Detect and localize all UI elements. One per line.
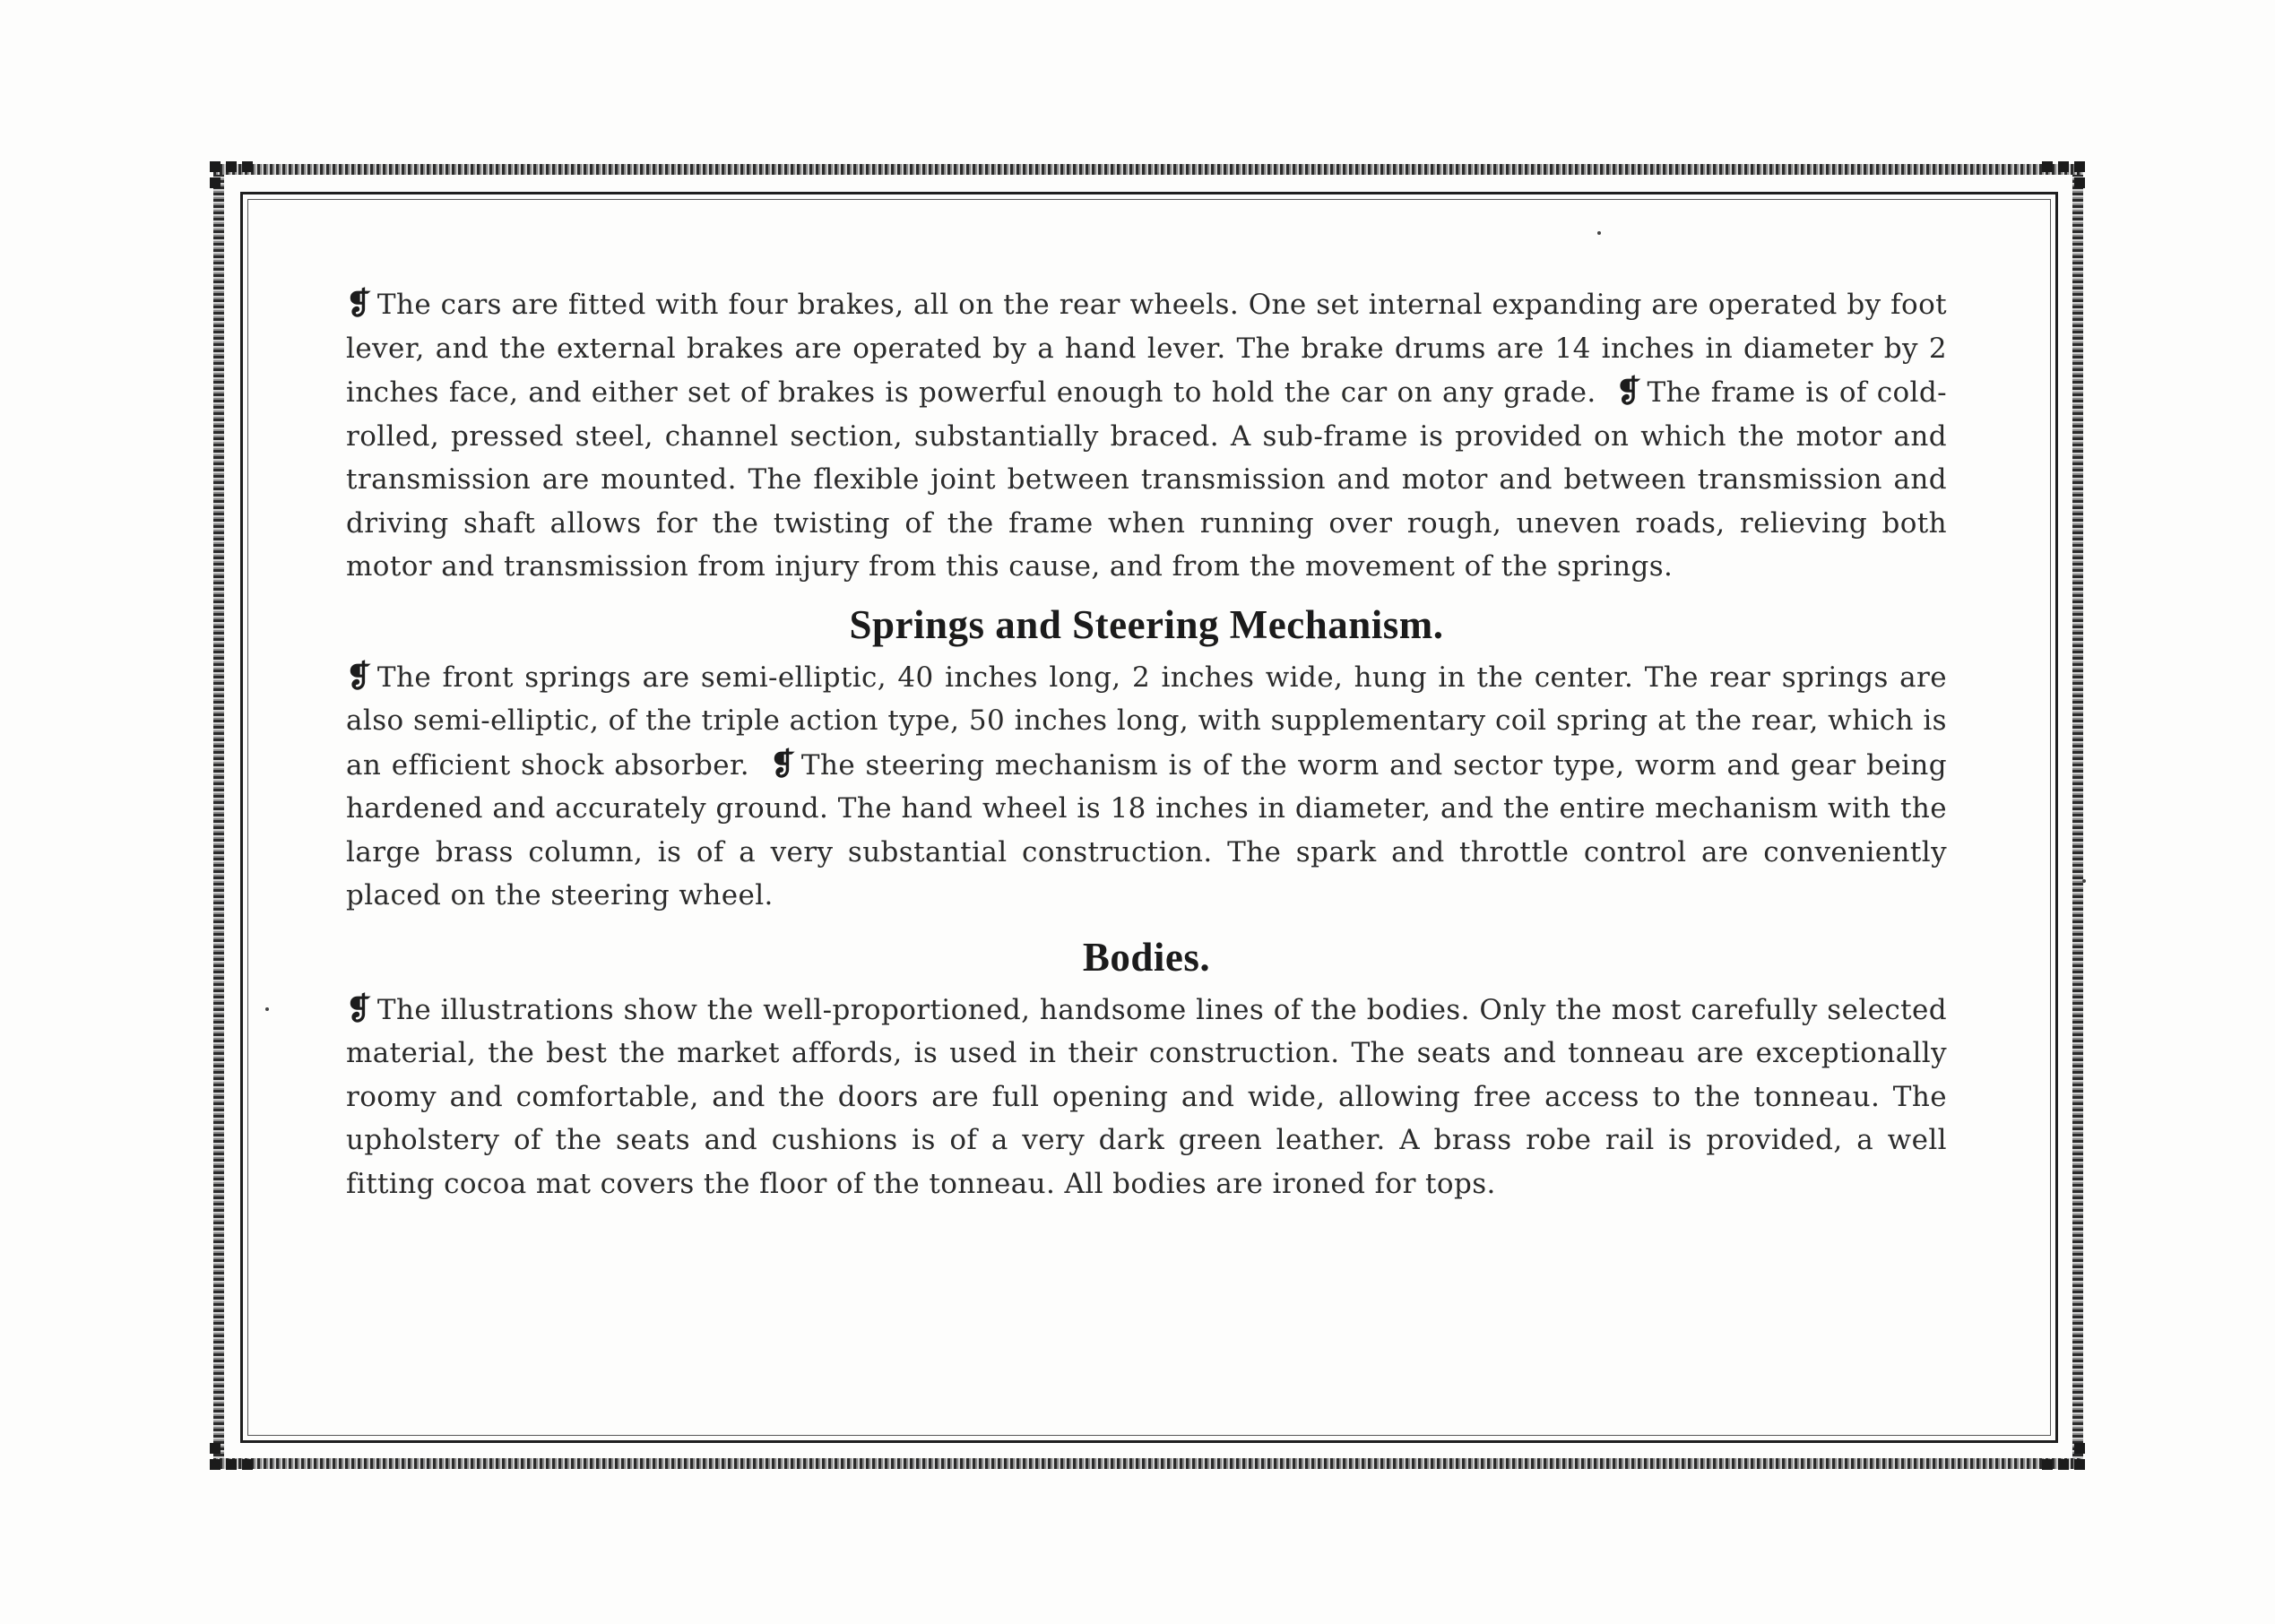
section-heading-springs: Springs and Steering Mechanism. — [849, 601, 1444, 647]
text-body — [346, 282, 1947, 1205]
paragraph-text: The steering mechanism is of the worm and sector type, worm and gear being hardened and accurately ground. The hand wheel is 18 inches in diameter, and the entire mechanism with the large brass column, is of a very substantial construction. The spark and throttle control are conveniently placed on the steering wheel. — [346, 748, 1947, 911]
section-heading-bodies: Bodies. — [1082, 934, 1211, 980]
print-speck — [1597, 231, 1601, 235]
paragraph-mark-icon: ❡ — [769, 746, 796, 782]
paragraph-mark-icon: ❡ — [346, 658, 372, 695]
paragraph-bodies — [346, 988, 1947, 1206]
paragraph-mark-icon: ❡ — [346, 286, 372, 322]
paragraph-text: The front springs are semi-elliptic, 40 inches long, 2 inches wide, hung in the center. The rear springs are also semi-elliptic, of the triple action type, 50 inches long, with supplementary coil spring at the rear, which is an efficient shock absorber. — [346, 661, 1947, 782]
paragraph-mark-icon: ❡ — [1615, 374, 1642, 410]
paragraph-text: The illustrations show the well-proportioned, handsome lines of the bodies. Only the most carefully selected material, the best the market affords, is used in their construction. The seats and tonneau are exceptionally roomy and comfortable, and the doors are full opening and wide, allowing free access to the tonneau. The upholstery of the seats and cushions is of a very dark green leather. A brass robe rail is provided, a well fitting cocoa mat covers the floor of the tonneau. All bodies are ironed for tops. — [346, 993, 1947, 1200]
print-speck — [2082, 879, 2086, 883]
print-speck — [265, 1007, 269, 1011]
paragraph-text: The frame is of cold-rolled, pressed steel, channel section, substantially braced. A sub-frame is provided on which the motor and transmission are mounted. The flexible joint between transmission and motor and between transmission and driving shaft allows for the twisting of the frame when running over rough, uneven roads, relieving both motor and transmission from injury from this cause, and from the movement of the springs. — [346, 376, 1947, 583]
paragraph-text: The cars are fitted with four brakes, all on the rear wheels. One set internal expanding are operated by foot lever, and the external brakes are operated by a hand lever. The brake drums are 14 inches in diameter by 2 inches face, and either set of brakes is powerful enough to hold the car on any grade. — [346, 289, 1947, 409]
paragraph-brakes-frame — [346, 282, 1947, 589]
paragraph-mark-icon: ❡ — [346, 990, 372, 1027]
paragraph-springs-steering — [346, 655, 1947, 918]
